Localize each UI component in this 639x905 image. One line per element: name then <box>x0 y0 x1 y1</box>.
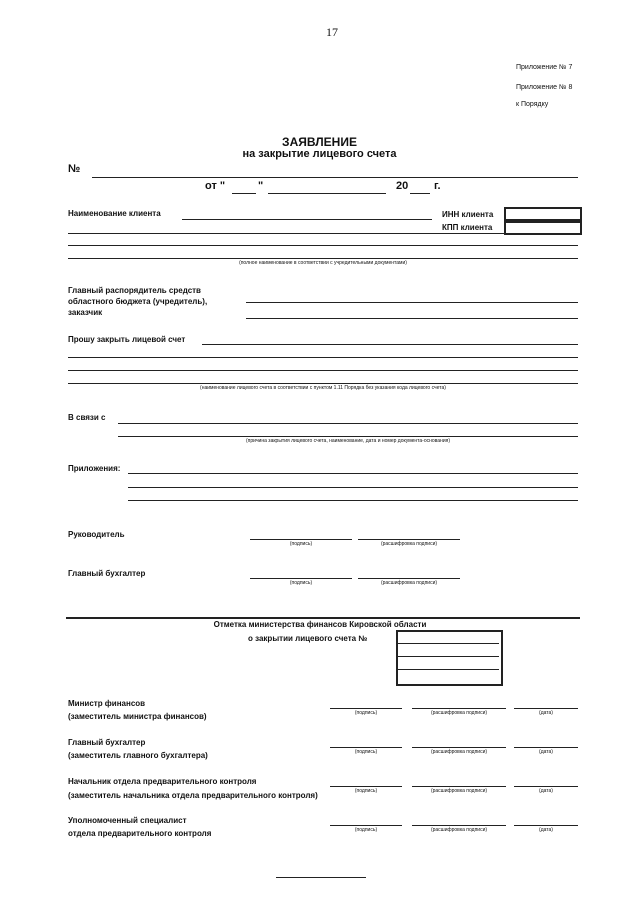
attachments-field-3[interactable] <box>128 500 578 501</box>
minister-label-2: (заместитель министра финансов) <box>68 712 207 721</box>
specialist-sign-hint: (подпись) <box>354 827 378 833</box>
date-quote: " <box>258 180 264 192</box>
close-request-field-1[interactable] <box>202 344 578 345</box>
page-number: 17 <box>326 25 338 39</box>
close-request-field-3[interactable] <box>68 370 578 371</box>
date-ot: от " <box>205 180 226 192</box>
ministry-chief-sign-field[interactable] <box>330 747 402 748</box>
specialist-sign-field[interactable] <box>330 825 402 826</box>
appendix-line-2: Приложение № 8 <box>516 84 573 91</box>
account-box-row-2 <box>398 656 499 657</box>
ministry-chief-label-2: (заместитель главного бухгалтера) <box>68 751 208 760</box>
head-decode-field[interactable] <box>358 539 460 540</box>
specialist-label-1: Уполномоченный специалист <box>68 816 187 825</box>
specialist-decode-hint: (расшифровка подписи) <box>430 827 488 833</box>
minister-date-hint: (дата) <box>539 710 553 716</box>
document-title: ЗАЯВЛЕНИЕ <box>282 135 357 149</box>
ministry-chief-date-field[interactable] <box>514 747 578 748</box>
inn-label: ИНН клиента <box>442 210 494 219</box>
footer-rule <box>276 877 366 878</box>
kpp-label: КПП клиента <box>442 223 493 232</box>
minister-decode-field[interactable] <box>412 708 506 709</box>
date-month-field[interactable] <box>268 193 386 194</box>
manager-field-2[interactable] <box>246 318 578 319</box>
account-box-row-1 <box>398 643 499 644</box>
reason-field-1[interactable] <box>118 423 578 424</box>
reason-field-2[interactable] <box>118 436 578 437</box>
control-head-decode-field[interactable] <box>412 786 506 787</box>
date-g: г. <box>434 180 441 192</box>
number-label: № <box>68 163 81 175</box>
client-name-line-4[interactable] <box>68 258 578 259</box>
control-head-decode-hint: (расшифровка подписи) <box>430 788 488 794</box>
ministry-subtitle: о закрытии лицевого счета № <box>248 634 368 643</box>
close-request-hint: (наименование лицевого счета в соответствии с пунктом 1.11 Порядка без указания кода лицевого счета) <box>200 385 446 391</box>
client-name-label: Наименование клиента <box>68 209 161 218</box>
minister-sign-hint: (подпись) <box>354 710 378 716</box>
account-number-box[interactable] <box>396 630 503 686</box>
manager-field-1[interactable] <box>246 302 578 303</box>
client-name-line-2[interactable] <box>68 233 578 234</box>
attachments-field-2[interactable] <box>128 487 578 488</box>
account-box-row-3 <box>398 669 499 670</box>
number-field[interactable] <box>92 177 578 178</box>
close-request-field-4[interactable] <box>68 383 578 384</box>
attachments-field-1[interactable] <box>128 473 578 474</box>
control-head-sign-field[interactable] <box>330 786 402 787</box>
close-request-label: Прошу закрыть лицевой счет <box>68 335 186 344</box>
ministry-chief-decode-hint: (расшифровка подписи) <box>430 749 488 755</box>
manager-label-3: заказчик <box>68 308 103 317</box>
client-hint: (полное наименование в соответствии с учредительными документами) <box>239 260 407 266</box>
control-head-date-field[interactable] <box>514 786 578 787</box>
chief-decode-field[interactable] <box>358 578 460 579</box>
section-divider <box>66 617 580 619</box>
close-request-field-2[interactable] <box>68 357 578 358</box>
reason-hint: (причина закрытия лицевого счета, наименование, дата и номер документа-основания) <box>246 438 450 444</box>
chief-accountant-label: Главный бухгалтер <box>68 569 146 578</box>
control-head-label-2: (заместитель начальника отдела предварительного контроля) <box>68 791 318 800</box>
minister-decode-hint: (расшифровка подписи) <box>430 710 488 716</box>
head-label: Руководитель <box>68 530 125 539</box>
client-name-line-3[interactable] <box>68 245 578 246</box>
document-subtitle: на закрытие лицевого счета <box>242 148 397 160</box>
specialist-date-hint: (дата) <box>539 827 553 833</box>
ministry-chief-date-hint: (дата) <box>539 749 553 755</box>
appendix-line-3: к Порядку <box>516 101 549 108</box>
specialist-date-field[interactable] <box>514 825 578 826</box>
reason-label: В связи с <box>68 413 106 422</box>
date-year-prefix: 20 <box>396 180 409 192</box>
ministry-title: Отметка министерства финансов Кировской области <box>213 620 427 629</box>
minister-date-field[interactable] <box>514 708 578 709</box>
chief-decode-hint: (расшифровка подписи) <box>380 580 438 586</box>
chief-sign-field[interactable] <box>250 578 352 579</box>
ministry-chief-decode-field[interactable] <box>412 747 506 748</box>
specialist-label-2: отдела предварительного контроля <box>68 829 212 838</box>
head-sign-hint: (подпись) <box>289 541 313 547</box>
attachments-label: Приложения: <box>68 464 121 473</box>
control-head-sign-hint: (подпись) <box>354 788 378 794</box>
ministry-chief-sign-hint: (подпись) <box>354 749 378 755</box>
date-year-field[interactable] <box>410 193 430 194</box>
minister-label-1: Министр финансов <box>68 699 146 708</box>
head-decode-hint: (расшифровка подписи) <box>380 541 438 547</box>
manager-label-2: областного бюджета (учредитель), <box>68 297 208 306</box>
minister-sign-field[interactable] <box>330 708 402 709</box>
appendix-line-1: Приложение № 7 <box>516 64 573 71</box>
head-sign-field[interactable] <box>250 539 352 540</box>
control-head-date-hint: (дата) <box>539 788 553 794</box>
control-head-label-1: Начальник отдела предварительного контроля <box>68 777 257 786</box>
date-day-field[interactable] <box>232 193 256 194</box>
manager-label-1: Главный распорядитель средств <box>68 286 201 295</box>
client-name-field[interactable] <box>182 219 432 220</box>
ministry-chief-label-1: Главный бухгалтер <box>68 738 146 747</box>
chief-sign-hint: (подпись) <box>289 580 313 586</box>
specialist-decode-field[interactable] <box>412 825 506 826</box>
